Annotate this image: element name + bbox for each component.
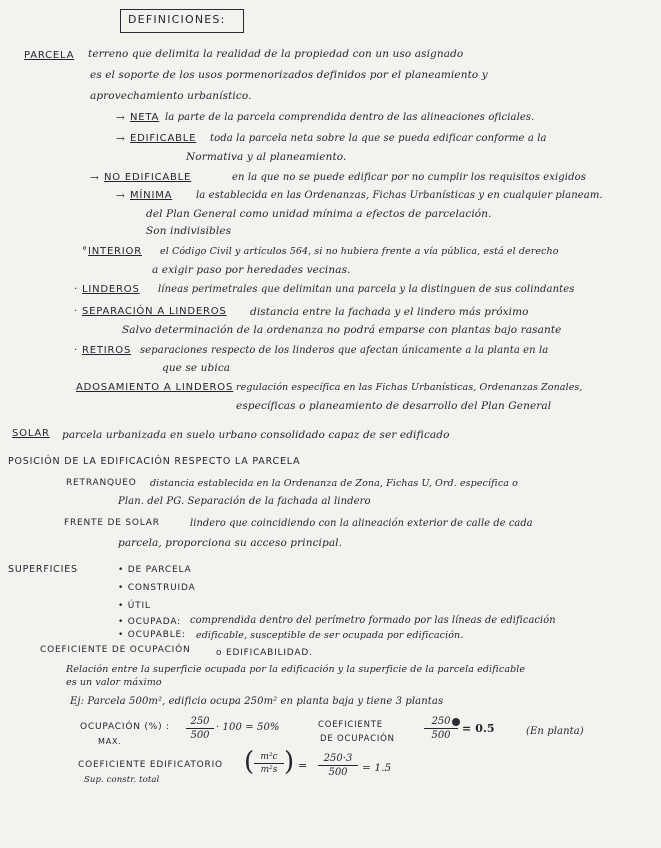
term-adosamiento: ADOSAMIENTO A LINDEROS	[76, 382, 234, 393]
arrow-icon: →	[116, 133, 125, 145]
parcela-line-3: aprovechamiento urbanístico.	[90, 90, 252, 102]
term-minima: MÍNIMA	[130, 190, 173, 201]
fraction-numerator: 250	[190, 716, 210, 727]
superficie-item: • ÚTIL	[118, 601, 151, 611]
frente-line-1: lindero que coincidiendo con la alineación exterior de calle de cada	[190, 518, 533, 529]
term-interior: INTERIOR	[88, 246, 142, 257]
term-retiros: RETIROS	[82, 345, 132, 356]
coef-label-2: DE OCUPACIÓN	[320, 734, 395, 744]
paren-close: )	[284, 747, 295, 777]
heading-coeficiente: COEFICIENTE DE OCUPACIÓN	[40, 645, 191, 655]
edif-label: COEFICIENTE EDIFICATORIO	[78, 760, 223, 770]
page-title: DEFINICIONES:	[128, 13, 226, 26]
retiros-line-1: separaciones respecto de los linderos que afectan únicamente a la planta en la	[140, 345, 549, 356]
linderos-text: líneas perimetrales que delimitan una parcela y la distinguen de sus colindantes	[158, 284, 575, 295]
superficie-item: • OCUPADA:	[118, 617, 181, 627]
heading-superficies: SUPERFICIES	[8, 564, 78, 575]
term-parcela: PARCELA	[24, 50, 75, 61]
unit-fraction	[254, 752, 284, 775]
term-neta: NETA	[130, 112, 160, 123]
parcela-line-2: es el soporte de los usos pormenorizados definidos por el planeamiento y	[90, 69, 488, 81]
ink-blot	[452, 718, 460, 726]
edificable-line-1: toda la parcela neta sobre la que se pueda edificar conforme a la	[210, 133, 547, 144]
minima-line-2: del Plan General como unidad mínima a efectos de parcelación.	[146, 208, 492, 220]
ocupada-text: comprendida dentro del perímetro formado por las líneas de edificación	[190, 615, 556, 626]
term-edificable: EDIFICABLE	[130, 133, 197, 144]
superficie-item: • OCUPABLE:	[118, 630, 186, 640]
arrow-icon: →	[116, 112, 125, 124]
term-retranqueo: RETRANQUEO	[66, 478, 137, 488]
arrow-icon: →	[116, 190, 125, 202]
heading-posicion: POSICIÓN DE LA EDIFICACIÓN RESPECTO LA PARCELA	[8, 456, 301, 467]
ocupacion-label: OCUPACIÓN (%) :	[80, 722, 170, 732]
ocupable-text: edificable, susceptible de ser ocupada por edificación.	[196, 630, 464, 641]
retiros-line-2: que se ubica	[162, 362, 231, 374]
fraction-denominator: 500	[328, 767, 348, 778]
edif-sub: Sup. constr. total	[84, 775, 160, 785]
minima-line-3: Son indivisibles	[146, 225, 232, 237]
term-no-edificable: NO EDIFICABLE	[104, 172, 192, 183]
coeficiente-line-2: es un valor máximo	[66, 677, 162, 688]
solar-text: parcela urbanizada en suelo urbano consolidado capaz de ser edificado	[62, 429, 450, 441]
parcela-line-1: terreno que delimita la realidad de la propiedad con un uso asignado	[88, 48, 464, 60]
equals-sign: =	[298, 759, 308, 772]
no-edificable-text: en la que no se puede edificar por no cumplir los requisitos exigidos	[232, 172, 586, 183]
ocupacion-result: · 100 = 50%	[216, 722, 280, 733]
title-box	[120, 9, 244, 33]
arrow-icon: →	[90, 172, 99, 184]
unit-denominator: m²s	[260, 765, 278, 775]
paren-open: (	[244, 747, 255, 777]
coef-note: (En planta)	[526, 726, 584, 737]
separacion-line-1: distancia entre la fachada y el lindero más próximo	[250, 306, 529, 318]
bullet-icon: ·	[74, 344, 78, 356]
term-frente: FRENTE DE SOLAR	[64, 518, 160, 528]
unit-numerator: m²c	[260, 752, 278, 762]
fraction-numerator: 250·3	[323, 753, 353, 764]
superficie-item-label: DE PARCELA	[127, 565, 192, 575]
fraction-numerator: 250	[431, 716, 451, 727]
coeficiente-alt: o EDIFICABILIDAD.	[216, 648, 313, 658]
minima-line-1: la establecida en las Ordenanzas, Fichas Urbanísticas y en cualquier planeam.	[196, 190, 603, 201]
frente-line-2: parcela, proporciona su acceso principal.	[118, 537, 343, 549]
fraction-denominator: 500	[190, 730, 210, 741]
bullet-icon: °	[82, 245, 88, 257]
retranqueo-line-1: distancia establecida en la Ordenanza de Zona, Fichas U, Ord. específica o	[150, 478, 518, 489]
term-separacion: SEPARACIÓN A LINDEROS	[82, 306, 227, 317]
bullet-icon: ·	[74, 305, 78, 317]
adosamiento-line-2: específicas o planeamiento de desarrollo del Plan General	[236, 400, 552, 412]
term-solar: SOLAR	[12, 428, 50, 439]
interior-line-2: a exigir paso por heredades vecinas.	[152, 264, 351, 276]
superficie-item: • CONSTRUIDA	[118, 583, 196, 593]
coef-label-1: COEFICIENTE	[318, 720, 383, 730]
ocupacion-sub: MAX.	[98, 737, 122, 746]
term-ocupada: OCUPADA	[127, 617, 178, 627]
superficie-item: • DE PARCELA	[118, 565, 192, 575]
coeficiente-line-1: Relación entre la superficie ocupada por la edificación y la superficie de la parcela edificable	[66, 664, 526, 675]
superficie-item-label: CONSTRUIDA	[127, 583, 196, 593]
coef-result: = 0.5	[462, 722, 495, 735]
interior-line-1: el Código Civil y artículos 564, si no hubiera frente a vía pública, está el derecho	[160, 246, 559, 257]
retranqueo-line-2: Plan. del PG. Separación de la fachada al lindero	[118, 496, 371, 507]
fraction-edificatorio	[318, 753, 358, 778]
separacion-line-2: Salvo determinación de la ordenanza no podrá emparse con plantas bajo rasante	[122, 324, 562, 336]
edif-result: = 1.5	[362, 762, 392, 774]
neta-text: la parte de la parcela comprendida dentro de las alineaciones oficiales.	[165, 112, 535, 123]
term-linderos: LINDEROS	[82, 284, 140, 295]
fraction-ocupacion	[186, 716, 214, 741]
adosamiento-line-1: regulación específica en las Fichas Urbanísticas, Ordenanzas Zonales,	[236, 382, 583, 393]
superficie-item-label: ÚTIL	[127, 601, 151, 611]
edificable-line-2: Normativa y al planeamiento.	[186, 151, 347, 163]
bullet-icon: ·	[74, 283, 78, 295]
term-ocupable: OCUPABLE	[127, 630, 183, 640]
example-line: Ej: Parcela 500m², edificio ocupa 250m² en planta baja y tiene 3 plantas	[70, 696, 444, 707]
fraction-denominator: 500	[431, 730, 451, 741]
